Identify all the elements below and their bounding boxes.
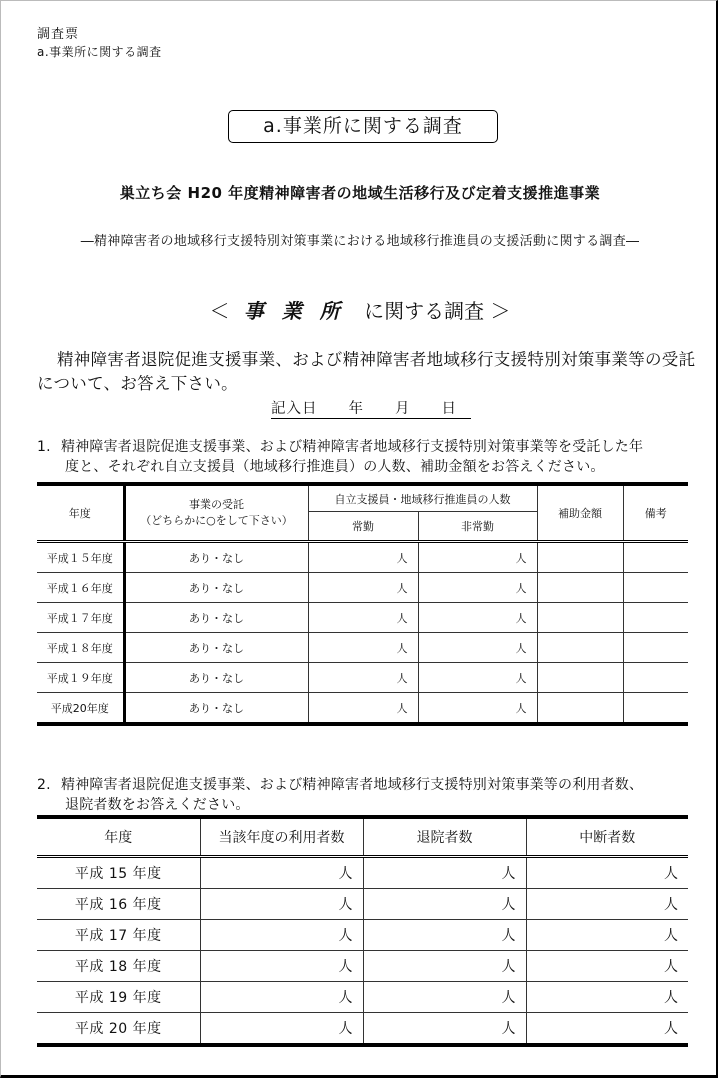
section-title-rest: に関する調査 [364,299,485,323]
year-cell: 平成 20 年度 [37,1013,200,1046]
parttime-cell[interactable]: 人 [418,542,537,573]
choice-cell[interactable]: あり・なし [124,633,308,663]
fulltime-cell[interactable]: 人 [308,633,418,663]
question-1-text: 精神障害者退院促進支援事業、および精神障害者地域移行支援特別対策事業等を受託した年 [61,439,644,455]
col-contract-label: 事業の受託 [189,498,244,511]
fulltime-cell[interactable]: 人 [308,542,418,573]
remarks-cell[interactable] [623,542,688,573]
question-2-text-cont: 退院者数をお答えください。 [65,797,250,813]
question-1-number: 1. [37,439,51,455]
col-remarks: 備考 [623,484,688,542]
dropouts-cell[interactable]: 人 [526,857,688,889]
fulltime-cell[interactable]: 人 [308,693,418,725]
intro-text: 精神障害者退院促進支援事業、および精神障害者地域移行支援特別対策事業等の受託について、お答え下さい。 [37,350,696,393]
col-dropouts: 中断者数 [526,817,688,857]
discharged-cell[interactable]: 人 [363,951,526,982]
year-cell: 平成 15 年度 [37,857,200,889]
section-title-emphasis: 事業所 [243,299,358,323]
col-contract-note: （どちらかに○をして下さい） [140,514,293,527]
year-cell: 平成１６年度 [37,573,124,603]
question-1 [37,437,697,477]
year-cell: 平成１７年度 [37,603,124,633]
question-1-text-cont: 度と、それぞれ自立支援員（地域移行推進員）の人数、補助金額をお答えください。 [65,459,605,475]
discharged-cell[interactable]: 人 [363,1013,526,1046]
table-row [37,693,688,725]
dropouts-cell[interactable]: 人 [526,1013,688,1046]
users-cell[interactable]: 人 [200,1013,363,1046]
parttime-cell[interactable]: 人 [418,663,537,693]
col-fulltime: 常勤 [308,512,418,542]
users-cell[interactable]: 人 [200,889,363,920]
date-field[interactable]: 記入日 年 月 日 [271,397,471,419]
fulltime-cell[interactable]: 人 [308,573,418,603]
dropouts-cell[interactable]: 人 [526,982,688,1013]
choice-cell[interactable]: あり・なし [124,603,308,633]
question-2-text: 精神障害者退院促進支援事業、および精神障害者地域移行支援特別対策事業等の利用者数、 [61,777,644,793]
table-contract-history [37,482,688,726]
remarks-cell[interactable] [623,603,688,633]
users-cell[interactable]: 人 [200,951,363,982]
year-cell: 平成１９年度 [37,663,124,693]
boxed-title: a.事業所に関する調査 [228,110,498,143]
subsidy-cell[interactable] [537,603,623,633]
col-year: 年度 [37,817,200,857]
remarks-cell[interactable] [623,573,688,603]
col-users: 当該年度の利用者数 [200,817,363,857]
fulltime-cell[interactable]: 人 [308,663,418,693]
header-label: 調査票 [37,27,80,42]
users-cell[interactable]: 人 [200,982,363,1013]
discharged-cell[interactable]: 人 [363,982,526,1013]
parttime-cell[interactable]: 人 [418,603,537,633]
col-discharged: 退院者数 [363,817,526,857]
subsidy-cell[interactable] [537,663,623,693]
col-year: 年度 [37,484,124,542]
col-parttime: 非常勤 [418,512,537,542]
dropouts-cell[interactable]: 人 [526,951,688,982]
year-cell: 平成 18 年度 [37,951,200,982]
section-title-close: ＞ [490,299,511,323]
col-staff: 自立支援員・地域移行推進員の人数 [308,484,537,512]
choice-cell[interactable]: あり・なし [124,573,308,603]
year-cell: 平成 17 年度 [37,920,200,951]
question-2-number: 2. [37,777,51,793]
table-row [37,542,688,573]
table-row [37,951,688,982]
sub-title: ―精神障害者の地域移行支援特別対策事業における地域移行推進員の支援活動に関する調査― [80,234,640,249]
year-cell: 平成20年度 [37,693,124,725]
col-contract [124,484,308,542]
year-cell: 平成 19 年度 [37,982,200,1013]
subsidy-cell[interactable] [537,693,623,725]
subsidy-cell[interactable] [537,573,623,603]
parttime-cell[interactable]: 人 [418,633,537,663]
choice-cell[interactable]: あり・なし [124,663,308,693]
parttime-cell[interactable]: 人 [418,693,537,725]
section-title [1,295,718,324]
discharged-cell[interactable]: 人 [363,920,526,951]
users-cell[interactable]: 人 [200,920,363,951]
discharged-cell[interactable]: 人 [363,857,526,889]
choice-cell[interactable]: あり・なし [124,693,308,725]
question-2 [37,775,697,815]
parttime-cell[interactable]: 人 [418,573,537,603]
section-title-open: ＜ [209,299,230,323]
dropouts-cell[interactable]: 人 [526,920,688,951]
choice-cell[interactable]: あり・なし [124,542,308,573]
table-row [37,603,688,633]
table-row [37,573,688,603]
table-row [37,889,688,920]
subsidy-cell[interactable] [537,542,623,573]
remarks-cell[interactable] [623,693,688,725]
table-users [37,815,688,1047]
table-row [37,982,688,1013]
discharged-cell[interactable]: 人 [363,889,526,920]
remarks-cell[interactable] [623,663,688,693]
col-subsidy: 補助金額 [537,484,623,542]
table-row [37,663,688,693]
header-sublabel: a.事業所に関する調査 [37,45,162,59]
year-cell: 平成 16 年度 [37,889,200,920]
dropouts-cell[interactable]: 人 [526,889,688,920]
year-cell: 平成１５年度 [37,542,124,573]
users-cell[interactable]: 人 [200,857,363,889]
fulltime-cell[interactable]: 人 [308,603,418,633]
remarks-cell[interactable] [623,633,688,663]
subsidy-cell[interactable] [537,633,623,663]
table-row [37,920,688,951]
main-title: 巣立ち会 H20 年度精神障害者の地域生活移行及び定着支援推進事業 [119,184,601,202]
table-row [37,1013,688,1046]
year-cell: 平成１８年度 [37,633,124,663]
table-row [37,857,688,889]
table-row [37,633,688,663]
